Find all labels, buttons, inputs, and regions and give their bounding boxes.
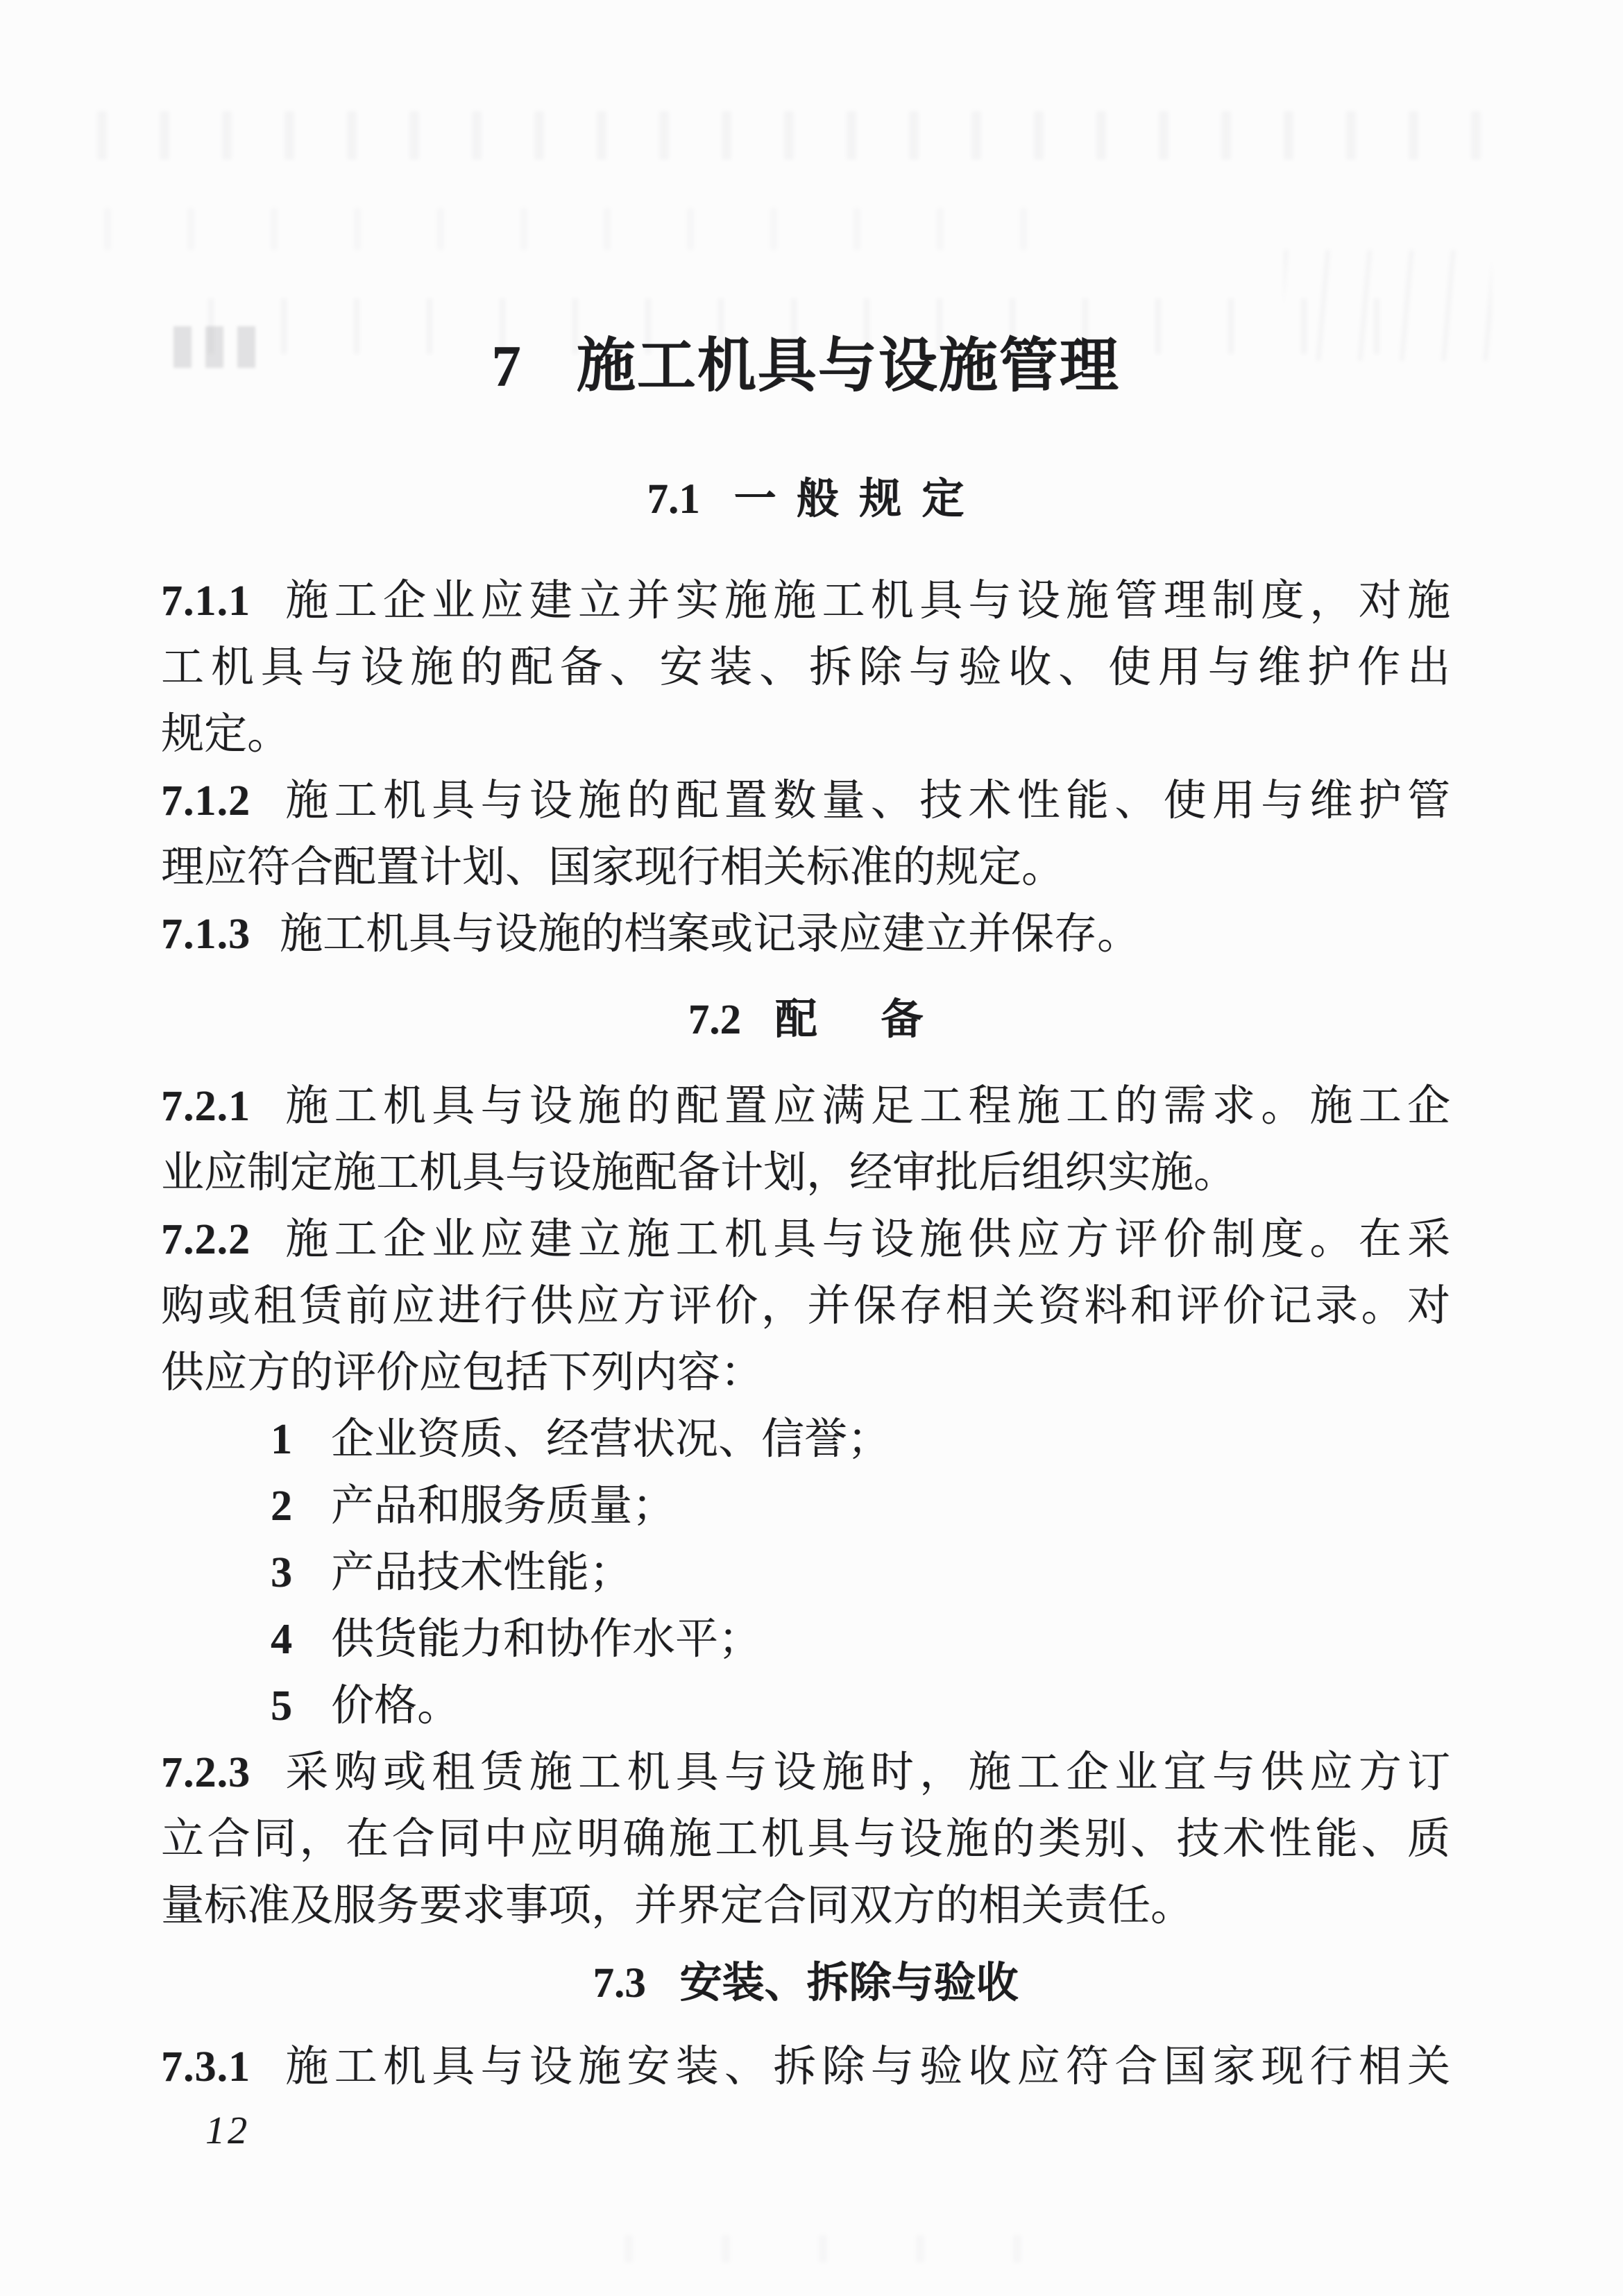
clause-line: 规定。 (161, 711, 291, 758)
clause-line: 购或租赁前应进行供应方评价，并保存相关资料和评价记录。对 (161, 1283, 1450, 1330)
clause-line (161, 901, 1450, 968)
clause-number: 7.1.1 (161, 577, 250, 625)
scan-artifact (624, 2235, 1041, 2263)
clause-7-3-1 (161, 2034, 1450, 2100)
clause-number: 7.2.2 (161, 1216, 250, 1263)
clause-line: 工机具与设施的配备、安装、拆除与验收、使用与维护作出 (161, 644, 1450, 691)
list-item-text: 价格。 (331, 1682, 461, 1730)
clause-7-2-1 (161, 1073, 1450, 1206)
clause-text: 施工机具与设施的配置数量、技术性能、使用与维护管 (280, 777, 1450, 825)
clause-number: 7.3.1 (161, 2043, 250, 2091)
list-item-text: 产品技术性能； (331, 1549, 633, 1596)
list-item-number: 5 (271, 1682, 292, 1730)
clause-line (161, 1206, 1450, 1273)
list-item (161, 1606, 1450, 1673)
clause-line (161, 1739, 1450, 1806)
clause-7-1-3 (161, 901, 1450, 968)
clause-7-2-3 (161, 1739, 1450, 1939)
clause-line: 立合同，在合同中应明确施工机具与设施的类别、技术性能、质 (161, 1816, 1450, 1863)
clause-text: 施工机具与设施安装、拆除与验收应符合国家现行相关 (280, 2043, 1450, 2091)
list-item-number: 3 (271, 1549, 292, 1596)
list-item (161, 1539, 1450, 1606)
clause-number: 7.2.1 (161, 1083, 250, 1130)
section-heading-7-1 (161, 475, 1450, 525)
list-item (161, 1406, 1450, 1473)
section-number: 7.1 (647, 476, 700, 523)
list-item-number: 2 (271, 1483, 292, 1530)
list-item (161, 1473, 1450, 1539)
list-item-text: 产品和服务质量； (331, 1483, 676, 1530)
section-title: 安装、拆除与验收 (679, 1960, 1019, 2007)
section-number: 7.2 (688, 997, 741, 1043)
clause-line (161, 768, 1450, 834)
section-number: 7.3 (593, 1960, 646, 2007)
clause-7-1-2 (161, 768, 1450, 901)
list-item-number: 4 (271, 1616, 292, 1663)
section-title: 一般规定 (733, 476, 985, 523)
section-heading-7-2 (161, 995, 1450, 1045)
clause-text: 施工机具与设施的配置应满足工程施工的需求。施工企 (280, 1083, 1450, 1130)
clause-7-2-2 (161, 1206, 1450, 1739)
page-number: 12 (205, 2109, 250, 2152)
clause-number: 7.1.3 (161, 911, 250, 958)
list-item (161, 1673, 1450, 1739)
section-heading-7-3 (161, 1959, 1450, 2009)
clause-line: 理应符合配置计划、国家现行相关标准的规定。 (161, 844, 1065, 891)
clause-line: 业应制定施工机具与设施配备计划，经审批后组织实施。 (161, 1149, 1237, 1197)
list-item-text: 供货能力和协作水平； (331, 1616, 762, 1663)
clause-text: 施工企业应建立并实施施工机具与设施管理制度，对施 (280, 577, 1450, 625)
section-title: 配备 (774, 997, 987, 1043)
chapter-title (161, 332, 1450, 401)
list-item-number: 1 (271, 1416, 292, 1463)
clause-7-1-1 (161, 568, 1450, 768)
clause-text: 采购或租赁施工机具与设施时，施工企业宜与供应方订 (280, 1749, 1450, 1796)
chapter-title-text: 施工机具与设施管理 (576, 334, 1120, 399)
chapter-number: 7 (491, 334, 522, 399)
clause-number: 7.2.3 (161, 1749, 250, 1796)
clause-line (161, 568, 1450, 634)
clause-text: 施工企业应建立施工机具与设施供应方评价制度。在采 (280, 1216, 1450, 1263)
clause-line: 量标准及服务要求事项，并界定合同双方的相关责任。 (161, 1882, 1194, 1930)
clause-line: 供应方的评价应包括下列内容： (161, 1349, 764, 1396)
clause-line (161, 2034, 1450, 2100)
page-content (161, 0, 1450, 2100)
list-item-text: 企业资质、经营状况、信誉； (331, 1416, 891, 1463)
clause-line (161, 1073, 1450, 1140)
clause-number: 7.1.2 (161, 777, 250, 825)
clause-text: 施工机具与设施的档案或记录应建立并保存。 (280, 911, 1141, 958)
